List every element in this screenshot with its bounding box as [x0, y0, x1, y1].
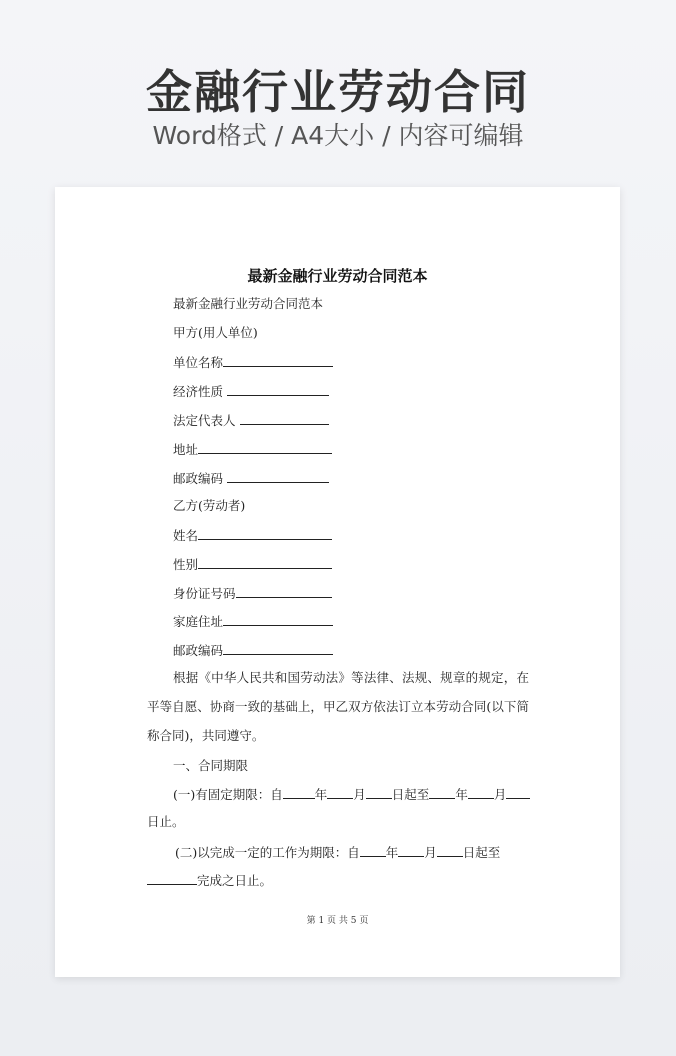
blank-line [398, 843, 424, 857]
field-postcode-b [173, 641, 333, 660]
blank-line [223, 353, 333, 367]
field-label: 经济性质 [173, 384, 224, 399]
blank-line [437, 843, 463, 857]
banner-title: 金融行业劳动合同 [146, 65, 530, 119]
year-label: 年 [455, 787, 468, 802]
blank-line [223, 612, 333, 626]
field-legal-rep [173, 411, 329, 430]
field-label: 姓名 [173, 528, 199, 543]
field-label: 法定代表人 [173, 413, 236, 428]
party-a-heading: 甲方(用人单位) [173, 325, 258, 340]
task-term-end-line [147, 871, 272, 890]
field-home-address [173, 612, 333, 631]
document-subtitle-line: 最新金融行业劳动合同范本 [173, 296, 324, 311]
blank-line [227, 382, 329, 396]
blank-line [223, 641, 333, 655]
page-footer: 第 1 页 共 5 页 [306, 916, 369, 926]
month-label: 月 [424, 845, 437, 860]
blank-line [227, 469, 329, 483]
day-from-to-label: 日起至 [462, 845, 501, 860]
task-term-label: (二)以完成一定的工作为期限：自 [175, 845, 360, 860]
fixed-term-line [173, 785, 530, 804]
field-address [173, 440, 332, 459]
blank-line [198, 440, 332, 454]
month-label: 月 [493, 787, 507, 802]
field-gender [173, 555, 332, 574]
field-label: 邮政编码 [173, 471, 224, 486]
blank-line [327, 785, 353, 799]
field-label: 地址 [173, 442, 199, 457]
blank-line [429, 785, 455, 799]
field-unit-name [173, 353, 333, 372]
blank-line [198, 555, 332, 569]
day-from-to-label: 日起至 [391, 787, 430, 802]
blank-line [468, 785, 494, 799]
section1-heading: 一、合同期限 [173, 758, 249, 773]
field-label: 单位名称 [173, 355, 224, 370]
fixed-term-end: 日止。 [147, 814, 185, 829]
year-label: 年 [314, 787, 328, 802]
banner-subtitle: Word格式 / A4大小 / 内容可编辑 [152, 121, 524, 150]
task-term-end: 完成之日止。 [197, 873, 273, 888]
blank-line [283, 785, 315, 799]
field-name [173, 526, 332, 545]
fixed-term-label: (一)有固定期限：自 [173, 787, 283, 802]
field-label: 家庭住址 [173, 614, 224, 629]
field-label: 性别 [173, 557, 199, 572]
blank-line [240, 411, 329, 425]
document-title: 最新金融行业劳动合同范本 [247, 267, 428, 285]
month-label: 月 [353, 787, 366, 802]
field-id-number [173, 584, 332, 603]
party-b-heading: 乙方(劳动者) [173, 498, 246, 513]
field-label: 邮政编码 [173, 643, 224, 658]
blank-line [366, 785, 392, 799]
year-label: 年 [385, 845, 399, 860]
task-term-line [175, 843, 500, 862]
blank-line [236, 584, 332, 598]
blank-line [506, 785, 530, 799]
field-postcode-a [173, 469, 329, 488]
document-page [55, 187, 620, 977]
field-label: 身份证号码 [173, 586, 236, 601]
blank-line [147, 871, 197, 885]
blank-line [360, 843, 386, 857]
intro-paragraph: 根据《中华人民共和国劳动法》等法律、法规、规章的规定，在平等自愿、协商一致的基础上，甲乙双方依法订立本劳动合同(以下简称合同)，共同遵守。 [147, 670, 529, 743]
blank-line [198, 526, 332, 540]
field-economic-nature [173, 382, 329, 401]
